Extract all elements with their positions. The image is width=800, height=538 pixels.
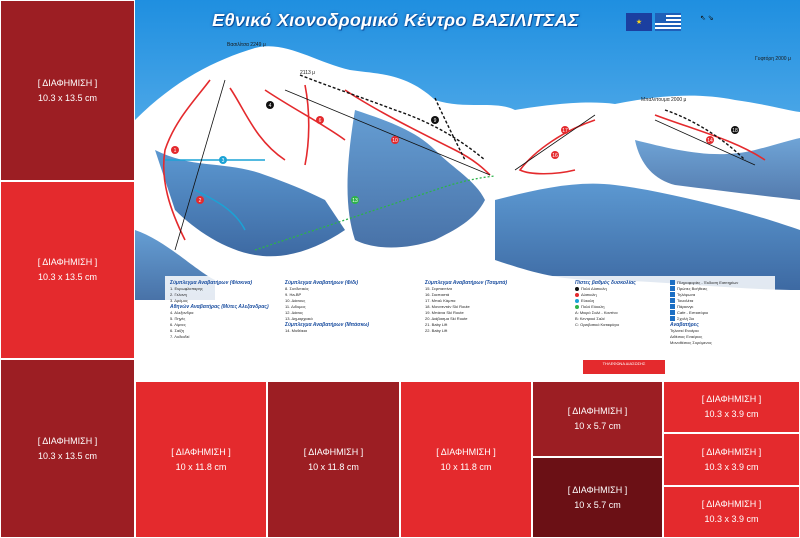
ad-label: [ ΔΙΑΦΗΜΙΣΗ ] [303, 446, 364, 457]
ad-right-3[interactable] [663, 486, 800, 538]
legend-title: Σύμπλεγμα Αναβατήρων (Φίδι) [285, 280, 359, 286]
ad-left-middle[interactable] [0, 181, 135, 359]
legend-title: Αναβατήρες [670, 322, 699, 328]
legend-item: 9. Ha-BP [285, 292, 302, 297]
legend-item-label: Εύκολη [581, 298, 595, 303]
legend-item: 11. Διδυμος [285, 304, 306, 309]
peak-vasilitsa: Βασιλίτσα 2249 μ [227, 42, 266, 48]
greek-flag-icon [655, 13, 681, 31]
legend-item: 6. Λίμνες [170, 322, 186, 327]
legend-title: Σύμπλεγμα Αναβατήρων (Μπάσκω) [285, 322, 370, 328]
legend-fidi [285, 280, 415, 334]
legend-item: C: Ορειβατικό Καταφύγιο [575, 322, 620, 327]
ad-size: 10 x 11.8 cm [440, 461, 492, 472]
legend-item-label: Πολύ Δύσκολη [581, 286, 607, 291]
svg-text:4: 4 [268, 103, 272, 109]
ad-label: [ ΔΙΑΦΗΜΙΣΗ ] [436, 446, 496, 457]
ad-bottom-2[interactable] [267, 381, 400, 538]
ad-label: [ ΔΙΑΦΗΜΙΣΗ ] [171, 446, 231, 457]
svg-text:18: 18 [732, 128, 738, 134]
peak-2113: 2113 μ [300, 70, 316, 76]
legend-title: Σύμπλεγμα Αναβατήρων (Φίσκινα) [170, 280, 253, 286]
legend-item: 13. Δημαρχιακό [285, 316, 313, 321]
svg-text:2: 2 [198, 198, 202, 204]
legend-tsiapta [425, 280, 565, 334]
page-title: Εθνικό Χιονοδρομικό Κέντρο ΒΑΣΙΛΙΤΣΑΣ [212, 10, 579, 30]
legend-title: Πίστες βαθμός δυσκολίας [575, 280, 636, 286]
ad-right-2[interactable] [663, 433, 800, 486]
ad-size: 10 x 11.8 cm [308, 461, 359, 472]
ad-bottom-3[interactable] [400, 381, 532, 538]
peak-miganitsa: Μπαλντουμα 2000 μ [641, 97, 687, 103]
legend-item: 5. Πηγές [170, 316, 186, 321]
legend-item: 17. Μπαλ Κάμπα [425, 298, 456, 303]
ad-label: [ ΔΙΑΦΗΜΙΣΗ ] [701, 394, 762, 404]
ad-bottom-1[interactable] [135, 381, 267, 538]
legend-item: 21. Baby Lift [425, 322, 448, 327]
ad-label: [ ΔΙΑΦΗΜΙΣΗ ] [567, 484, 628, 495]
compass-icon: ⇖ ⇘ [700, 15, 714, 22]
rescue-phone-label: ΤΗΛΕΦΩΝΑ ΔΙΑΣΩΣΗΣ [602, 361, 646, 366]
ad-label: [ ΔΙΑΦΗΜΙΣΗ ] [701, 446, 762, 457]
svg-text:3: 3 [221, 158, 225, 164]
svg-text:10: 10 [392, 138, 398, 144]
legend-item: 20. Διάβασμα Ski Route [425, 316, 468, 321]
ad-size: 10.3 x 13.5 cm [37, 450, 98, 461]
ad-label: [ ΔΙΑΦΗΜΙΣΗ ] [567, 406, 628, 416]
legend-difficulty [575, 280, 665, 328]
ad-size: 10 x 11.8 cm [175, 461, 227, 472]
legend-title: Σύμπλεγμα Αναβατήρων (Τσαμπά) [425, 280, 508, 286]
legend-item-label: Πρώτες Βοήθειες [677, 286, 708, 291]
legend-item: Τηλεσκί Εναέριο [670, 328, 699, 333]
ad-label: [ ΔΙΑΦΗΜΙΣΗ ] [37, 257, 98, 267]
legend-item-label: Δύσκολη [581, 292, 597, 297]
legend-item-label: Πάρκινγκ [677, 304, 694, 309]
legend-item: 14. Μυθάκια [285, 328, 307, 333]
legend-item: 16. Σκεπαστά [425, 292, 450, 297]
legend-item: 6. Σαίξη [170, 328, 185, 333]
svg-text:6: 6 [318, 118, 322, 124]
svg-text:14: 14 [707, 138, 713, 144]
ad-right-1[interactable] [663, 381, 800, 433]
legend-item-label: Πληροφορίες - Έκδοση Εισιτηρίων [677, 280, 739, 285]
legend-item-label: Σχολή Σκι [677, 316, 695, 321]
legend-item: 18. Μονσεντάν Ski Route [425, 304, 470, 309]
eu-flag-icon: ★ [626, 13, 652, 31]
rescue-phone-badge [583, 360, 665, 374]
legend-item: Β: Κεντρικό Σαλέ [575, 316, 605, 321]
legend-item-label: Τουαλέτα [677, 298, 694, 303]
legend-services [670, 280, 780, 346]
ad-size: 10.3 x 13.5 cm [37, 92, 98, 103]
ad-left-top[interactable] [0, 0, 135, 181]
svg-text:16: 16 [552, 153, 558, 159]
ad-label: [ ΔΙΑΦΗΜΙΣΗ ] [37, 77, 98, 88]
legend-item: 12. Δάσος [285, 310, 304, 315]
legend-item: Α: Μικρό Σαλέ - Καντίνα [575, 310, 618, 315]
svg-text:17: 17 [562, 128, 568, 134]
ad-size: 10 x 5.7 cm [574, 499, 621, 510]
legend-item: Διθέσιος Εναέριος [670, 334, 703, 339]
ad-left-bottom[interactable] [0, 359, 135, 538]
ad-size: 10 x 5.7 cm [574, 421, 621, 431]
svg-text:9: 9 [433, 118, 437, 124]
ad-size: 10.3 x 3.9 cm [704, 409, 759, 419]
legend-item: 3. Δρόμος [170, 298, 188, 303]
svg-text:1: 1 [173, 148, 177, 154]
peak-right: Γυφτόρη 2000 μ [755, 56, 791, 62]
legend-fiskina [170, 280, 280, 340]
legend-item: 15. Σερπαντίνα [425, 286, 452, 291]
legend-item: 8. Συνδετικός [285, 286, 309, 291]
legend-item: 2. Γελανη [170, 292, 187, 297]
legend-item: Μονοθέσιος Συρόμενος [670, 340, 712, 345]
ad-size: 10.3 x 13.5 cm [37, 272, 98, 282]
svg-text:13: 13 [352, 198, 358, 204]
legend-item-label: Τηλέφωνα [677, 292, 696, 297]
legend-item: 10. Δάσους [285, 298, 306, 303]
legend-item: 1. Ευρωφλοπαρης [170, 286, 203, 291]
ad-size: 10.3 x 3.9 cm [704, 461, 759, 472]
ad-bottom-4[interactable] [532, 381, 663, 457]
ad-label: [ ΔΙΑΦΗΜΙΣΗ ] [37, 435, 98, 446]
legend-title: Αθηνών Αναβατήρας (Μύτες Αλεξανδρας) [170, 304, 269, 310]
legend-item: 22. Baby Lift [425, 328, 448, 333]
legend-item-label: Πολύ Εύκολη [581, 304, 605, 309]
legend-item-label: Cafe - Εστιατόριο [677, 310, 709, 315]
legend-item: 4. Αλεξανδρα [170, 310, 194, 315]
legend-item: 19. Μπάνια Ski Route [425, 310, 464, 315]
ad-bottom-5[interactable] [532, 457, 663, 538]
ad-label: [ ΔΙΑΦΗΜΙΣΗ ] [701, 499, 762, 509]
legend-item: 7. Λυδιαδεί [170, 334, 190, 339]
ad-size: 10.3 x 3.9 cm [704, 514, 759, 524]
ski-map [135, 0, 800, 381]
